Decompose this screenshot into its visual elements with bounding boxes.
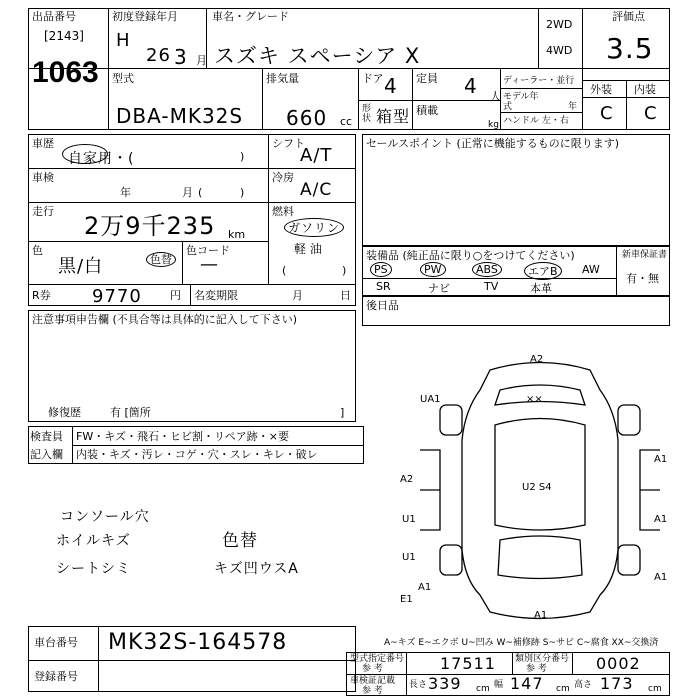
seats-label: 定員 [416, 72, 438, 85]
load-unit: kg [488, 120, 499, 130]
diagram-legend: A~キズ E~エクボ U~凹み W~補修跡 S~サビ C~腐食 XX~交換済 [384, 638, 659, 648]
first-reg-label: 初度登録年月 [112, 10, 178, 23]
year: 26 [146, 45, 171, 66]
divider [98, 626, 99, 692]
mileage-value: 2万9千235 [84, 212, 216, 240]
inspection-year: 年 [120, 186, 131, 199]
divider [358, 68, 359, 130]
comment-1: コンソール穴 [60, 509, 150, 525]
length-unit: cm [476, 684, 490, 694]
seats-unit: 人 [490, 90, 501, 103]
shape-label: 形状 [362, 104, 372, 124]
displacement-label: 排気量 [266, 72, 299, 85]
owner-frame [362, 296, 670, 326]
inspection-close: ) [240, 186, 245, 199]
chassis-label: 車台番号 [34, 636, 78, 649]
divider [190, 284, 191, 306]
mileage-unit: km [228, 228, 246, 241]
length-label: 長さ [409, 680, 428, 690]
height-value: 173 [600, 674, 634, 693]
height-unit: cm [648, 684, 662, 694]
divider [626, 80, 627, 130]
expiry-month: 月 [292, 289, 303, 302]
divider [28, 168, 356, 169]
repair-close: ] [340, 406, 345, 419]
divider [582, 8, 583, 130]
recycle-unit: 円 [170, 289, 181, 302]
shift-value: A/T [300, 145, 333, 166]
inspection-paren: ( [198, 186, 203, 199]
ac-label: 冷房 [272, 171, 294, 184]
sales-point-label: セールスポイント (正常に機能するものに限ります) [366, 137, 620, 150]
history-value: 自家用・( [68, 151, 135, 167]
inspector-row-2: 内装・キズ・汚レ・コゲ・穴・スレ・キレ・破レ [76, 448, 318, 461]
divider [28, 660, 356, 661]
exterior-label: 外装 [590, 83, 612, 96]
cert-label: 車検証記載 [350, 676, 396, 686]
color-code-value: — [200, 254, 219, 275]
equip-navi: ナビ [428, 282, 450, 295]
expiry-label: 名変期限 [194, 289, 238, 302]
equip-ps: PS [370, 262, 392, 277]
month-unit: 月 [196, 54, 207, 67]
fuel-paren: ( [282, 264, 287, 277]
color-change: 色替 [146, 252, 176, 267]
comment-2: ホイルキズ [56, 533, 131, 549]
mark-u1-low: U1 [402, 552, 416, 563]
divider [262, 68, 263, 130]
divider [582, 97, 670, 98]
repair-value: 有 [箇所 [110, 406, 151, 419]
sales-point-frame [362, 134, 670, 246]
divider [500, 112, 582, 113]
divider [28, 68, 670, 69]
history-circle [62, 144, 108, 164]
model-year-label: モデル年式 [503, 92, 539, 112]
reg-label: 登録番号 [34, 670, 78, 683]
divider [358, 100, 500, 101]
mark-a1-rmid: A1 [654, 514, 668, 525]
equip-abs: ABS [472, 262, 502, 277]
equip-aw: AW [582, 263, 600, 276]
inspector-label-1: 検査員 [30, 430, 63, 443]
inspector-label-2: 記入欄 [30, 448, 63, 461]
equip-airbag: エアB [524, 262, 562, 280]
mark-a1-rlow: A1 [654, 572, 668, 583]
expiry-day: 日 [340, 289, 351, 302]
exterior-value: C [600, 103, 614, 124]
month: 3 [174, 45, 188, 69]
mark-a1-right: A1 [654, 454, 668, 465]
mark-a2-top: A2 [530, 354, 544, 365]
model-label: 車名・グレード [212, 10, 289, 23]
lot-sub: [2143] [44, 29, 84, 43]
drive-2wd: 2WD [546, 18, 573, 31]
warranty-value: 有・無 [626, 272, 659, 285]
mark-u2s4: U2 S4 [522, 482, 552, 493]
mark-a1-low: A1 [418, 582, 432, 593]
color-code-label: 色コード [186, 244, 230, 257]
type-cert-value: 17511 [440, 654, 496, 673]
history-close: ) [240, 150, 245, 163]
shift-label: シフト [272, 137, 305, 150]
recycle-label: R券 [32, 289, 51, 302]
inspection-label: 車検 [32, 171, 54, 184]
type-cert-sub: 参 考 [362, 664, 383, 674]
ac-value: A/C [300, 180, 333, 200]
divider [512, 652, 513, 674]
comment-right-2: キズ凹ウスA [214, 561, 299, 577]
width-value: 147 [510, 674, 544, 693]
divider [28, 202, 356, 203]
notes-label: 注意事項申告欄 (不具合等は具体的に記入して下さい) [32, 313, 298, 326]
divider [572, 652, 573, 674]
width-label: 幅 [494, 680, 504, 690]
comment-right-1: 色替 [222, 531, 258, 551]
grade-label: 評価点 [612, 10, 645, 23]
mark-a1-bottom: A1 [534, 610, 548, 621]
inspection-month: 月 [182, 186, 193, 199]
color-label: 色 [32, 244, 43, 257]
seats-value: 4 [464, 74, 478, 98]
fuel-alt: 軽 油 [294, 242, 322, 256]
chassis-value: MK32S-164578 [108, 630, 288, 655]
type-label: 型式 [112, 72, 134, 85]
divider [182, 241, 183, 284]
owner-label: 後日品 [366, 299, 399, 312]
class-value: 0002 [596, 654, 641, 673]
type-cert-label: 型式指定番号 [350, 654, 405, 664]
displacement-unit: cc [340, 115, 353, 128]
interior-value: C [644, 103, 658, 124]
fuel-close: ) [342, 264, 347, 277]
repair-label: 修復歴 [48, 406, 81, 419]
mark-e1: E1 [400, 594, 413, 605]
divider [28, 241, 268, 242]
color-value: 黒/白 [58, 256, 104, 277]
divider [500, 68, 501, 130]
mark-xx: ×× [526, 394, 543, 405]
drive-4wd: 4WD [546, 44, 573, 57]
divider [616, 246, 617, 296]
shape-value: 箱型 [376, 107, 411, 126]
height-label: 高さ [574, 680, 593, 690]
mark-ua1: UA1 [420, 394, 441, 405]
lot-label: 出品番号 [32, 10, 76, 23]
doors-value: 4 [384, 74, 398, 98]
class-label: 類別区分番号 [515, 654, 570, 664]
equip-tv: TV [484, 280, 499, 293]
width-unit: cm [556, 684, 570, 694]
interior-label: 内装 [634, 83, 656, 96]
equip-leather: 本革 [530, 282, 552, 295]
divider [538, 8, 539, 68]
divider [268, 134, 269, 284]
model-name: スズキ スペーシア X [214, 44, 421, 68]
divider [500, 88, 582, 89]
divider [108, 8, 109, 130]
displacement-value: 660 [286, 106, 328, 130]
lot-number: 1063 [32, 56, 99, 89]
divider [28, 284, 356, 285]
length-value: 339 [428, 674, 462, 693]
cert-sub: 参 考 [362, 686, 383, 696]
mark-a2-left: A2 [400, 474, 414, 485]
dealer-label: ディーラー・並行 [503, 76, 575, 86]
doors-label: ドア [362, 72, 384, 85]
grade-value: 3.5 [606, 32, 654, 65]
fuel-value: ガソリン [284, 218, 344, 237]
type-value: DBA-MK32S [116, 104, 244, 128]
divider [72, 445, 364, 446]
mileage-label: 走行 [32, 205, 54, 218]
recycle-value: 9770 [92, 286, 142, 307]
handle-label: ハンドル 左・右 [503, 116, 569, 126]
year-unit: 年 [568, 102, 578, 112]
fuel-label: 燃料 [272, 205, 294, 218]
divider [412, 68, 413, 130]
era: H [116, 30, 131, 51]
equip-pw: PW [420, 262, 446, 277]
history-label: 車歴 [32, 137, 54, 150]
equipment-label: 装備品 (純正品に限り○をつけてください) [366, 249, 575, 262]
divider [406, 652, 407, 696]
inspector-row-1: FW・キズ・飛石・ヒビ割・リペア跡・×要 [76, 430, 289, 443]
warranty-label: 新車保証書 [622, 250, 668, 260]
load-label: 積載 [416, 104, 438, 117]
equip-sr: SR [376, 280, 391, 293]
comment-3: シートシミ [56, 561, 131, 577]
class-sub: 参 考 [526, 664, 547, 674]
divider [362, 278, 616, 279]
mark-u1-left: U1 [402, 514, 416, 525]
car-diagram [400, 350, 680, 630]
